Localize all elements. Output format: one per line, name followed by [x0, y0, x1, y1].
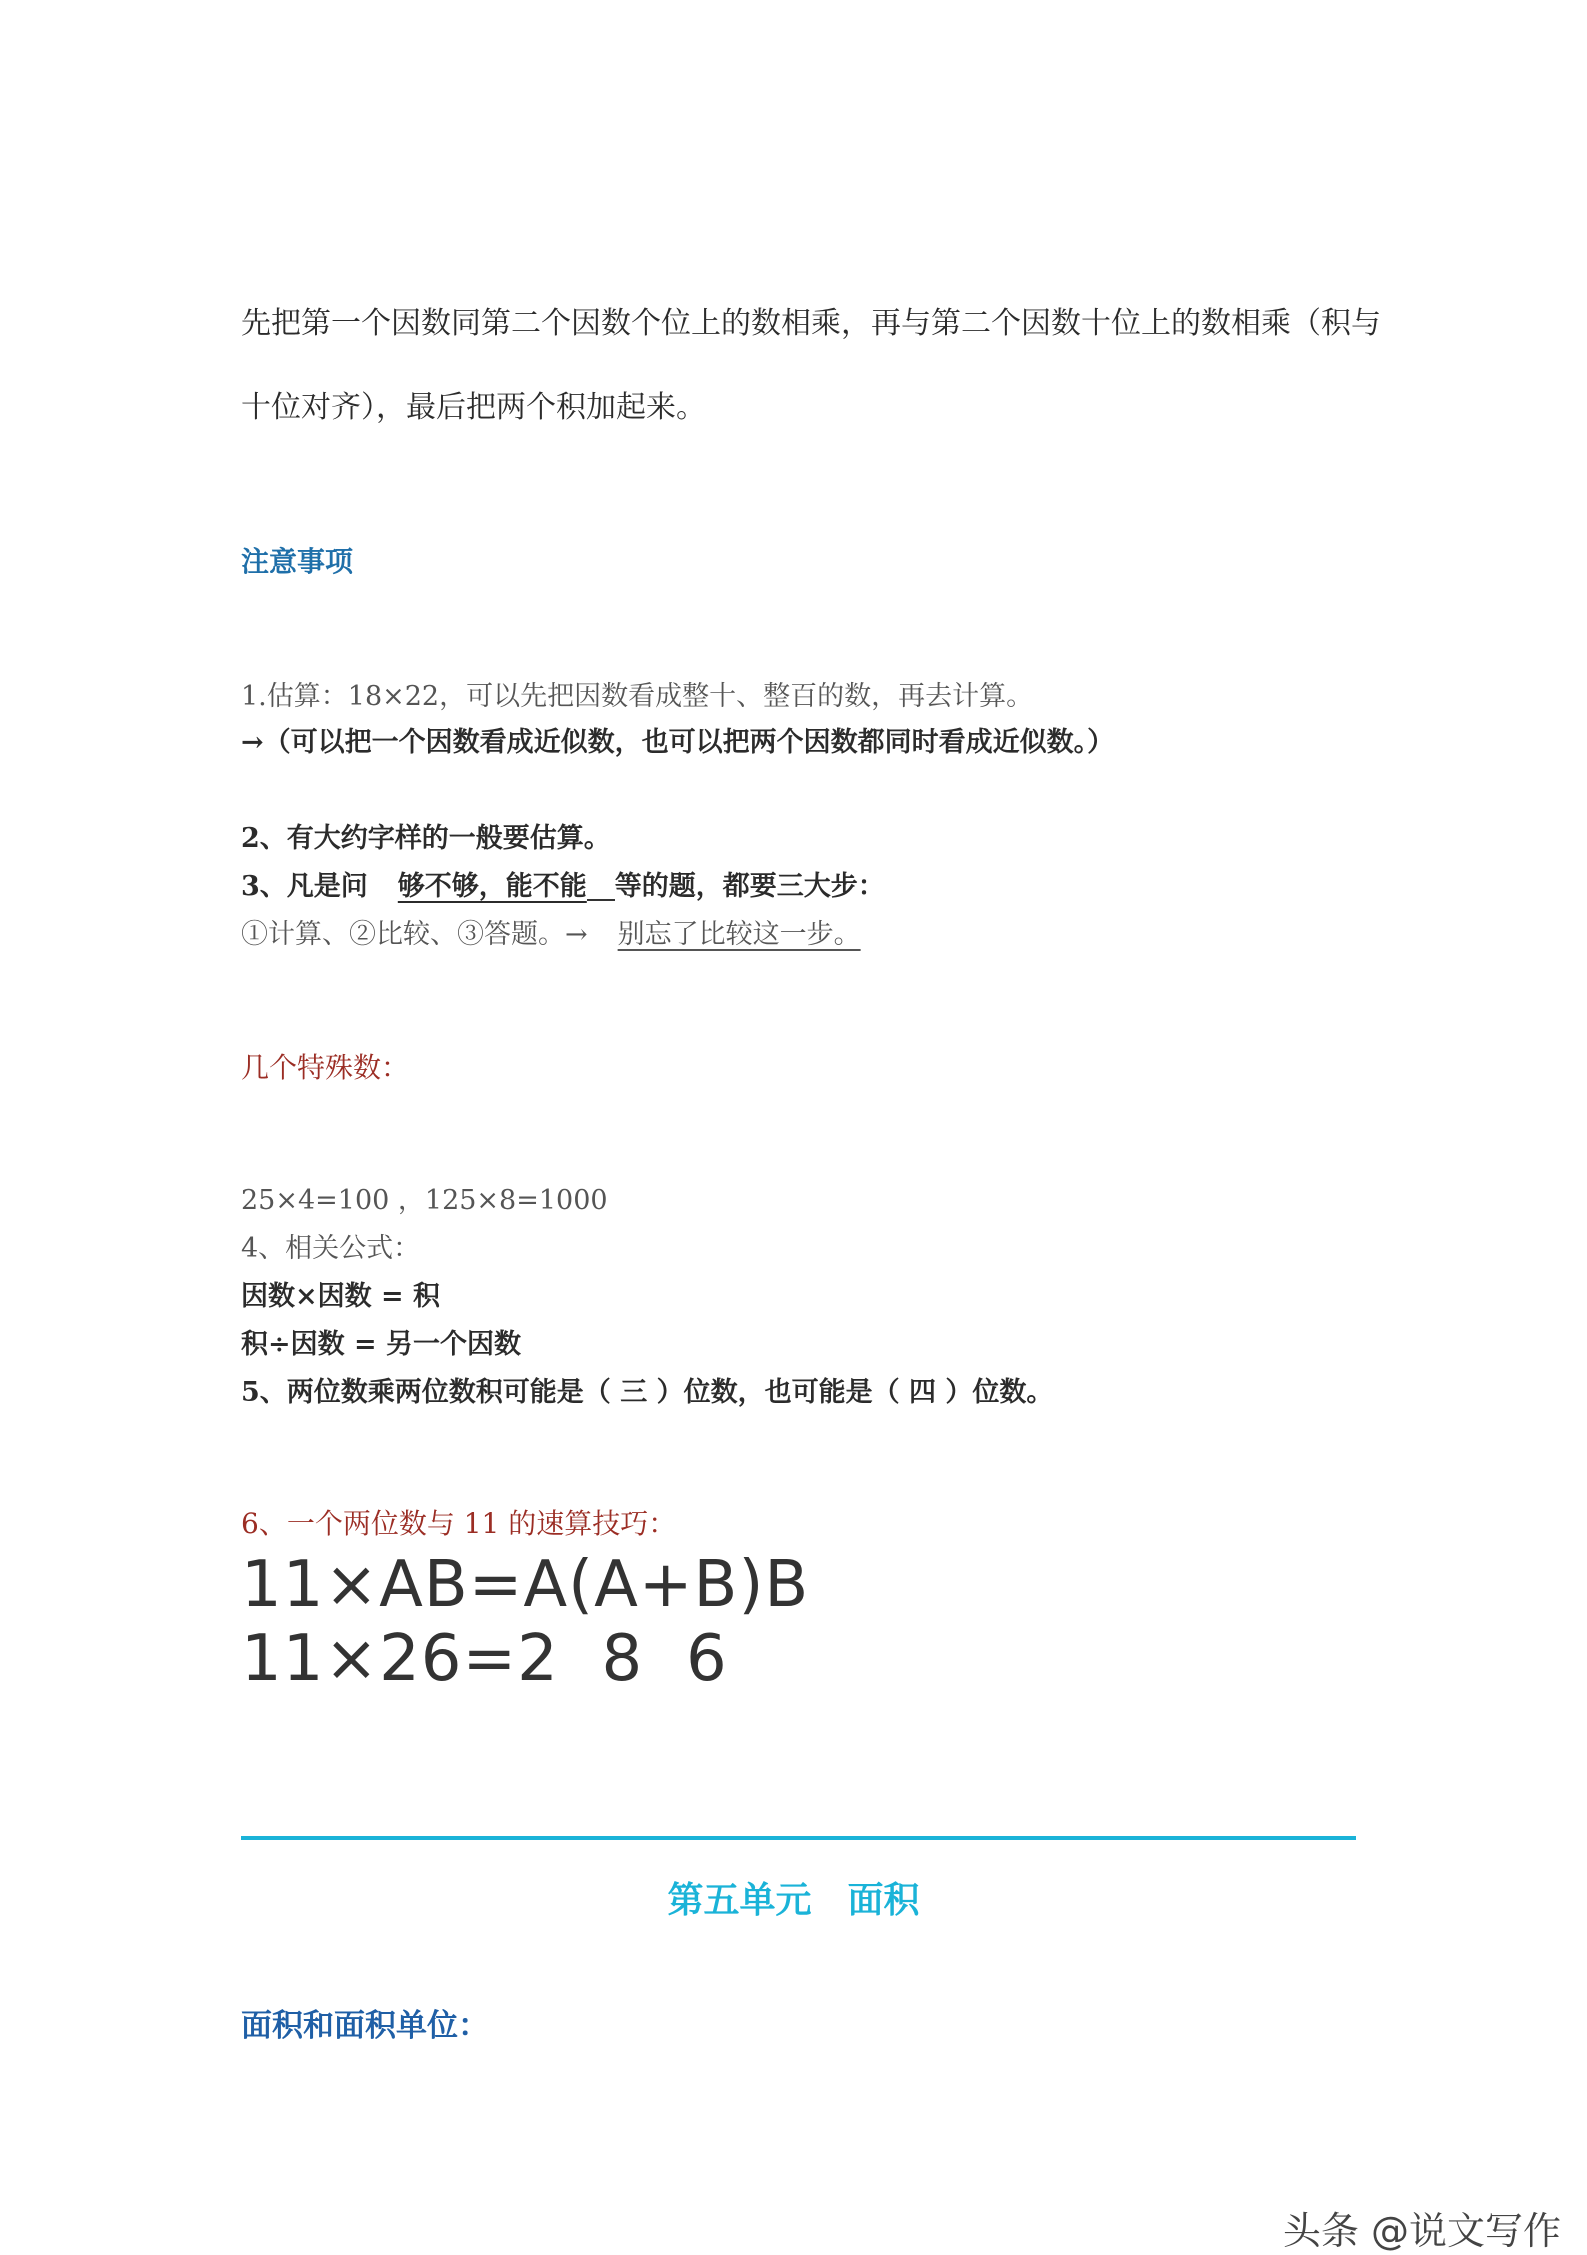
watermark: 头条 @说文写作 — [1282, 2209, 1561, 2253]
unit-title: 第五单元 面积 — [667, 1880, 920, 1921]
note-steps-prefix: ①计算、②比较、③答题。→ — [241, 919, 588, 950]
trick-heading: 6、一个两位数与 11 的速算技巧： — [241, 1507, 677, 1540]
note-item-5-blank-2: 四 — [909, 1377, 937, 1408]
note-item-5-b: ）位数，也可能是（ — [656, 1377, 900, 1408]
note-steps — [241, 912, 861, 951]
note-item-1: 1.估算：18×22，可以先把因数看成整十、整百的数，再去计算。 — [241, 681, 1034, 712]
note-item-3-prefix: 3、凡是问 — [241, 871, 368, 902]
formula-2: 积÷因数 = 另一个因数 — [241, 1329, 522, 1360]
note-item-3 — [241, 864, 885, 903]
trick-example: 11×26=2 8 6 — [241, 1622, 728, 1696]
note-item-2: 2、有大约字样的一般要估算。 — [241, 823, 611, 854]
intro-line-1: 先把第一个因数同第二个因数个位上的数相乘，再与第二个因数十位上的数相乘（积与 — [241, 306, 1381, 341]
note-item-5-c: ）位数。 — [945, 1377, 1054, 1408]
intro-line-2: 十位对齐），最后把两个积加起来。 — [241, 390, 706, 425]
note-item-5-blank-1: 三 — [620, 1377, 648, 1408]
note-item-5 — [241, 1370, 1053, 1409]
note-item-1-tip: →（可以把一个因数看成近似数，也可以把两个因数都同时看成近似数。） — [241, 727, 1115, 758]
note-item-5-a: 5、两位数乘两位数积可能是（ — [241, 1377, 611, 1408]
note-item-3-suffix: 等的题，都要三大步： — [614, 871, 885, 902]
note-item-3-underlined: 够不够，能不能 — [397, 871, 587, 902]
formula-1: 因数×因数 = 积 — [241, 1281, 441, 1312]
notes-heading: 注意事项 — [241, 545, 354, 578]
note-steps-underlined: 别忘了比较这一步。 — [617, 919, 861, 950]
special-equations: 25×4=100 ，125×8=1000 — [241, 1185, 608, 1216]
area-subheading: 面积和面积单位： — [241, 2008, 489, 2044]
section-divider — [241, 1836, 1356, 1840]
trick-formula: 11×AB=A(A+B)B — [241, 1548, 810, 1622]
note-item-4: 4、相关公式： — [241, 1233, 421, 1264]
special-heading: 几个特殊数： — [241, 1051, 410, 1084]
